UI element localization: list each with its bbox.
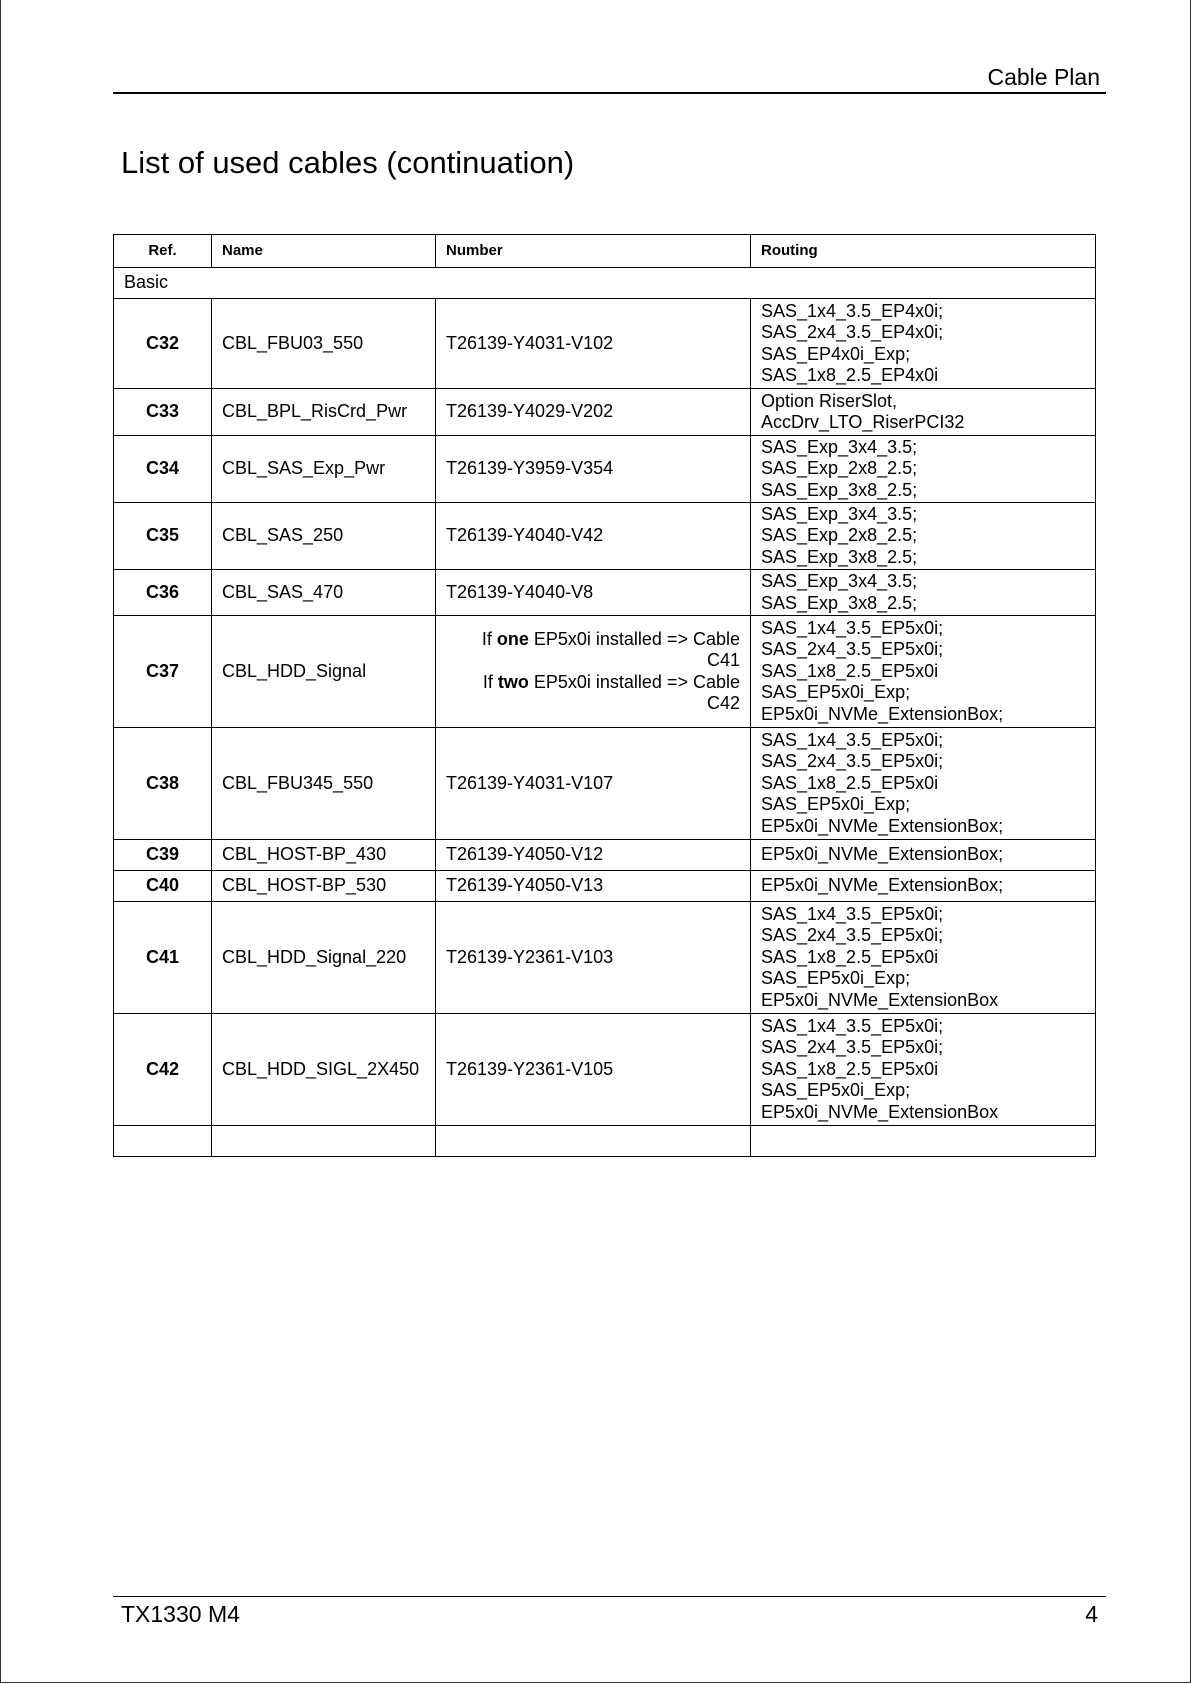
cell-number: T26139-Y2361-V103	[436, 902, 751, 1014]
cell-name: CBL_FBU345_550	[212, 728, 436, 840]
cell-ref: C38	[114, 728, 212, 840]
cell-number: T26139-Y4031-V102	[436, 299, 751, 389]
cell-number: T26139-Y4050-V12	[436, 840, 751, 871]
cell-ref: C37	[114, 616, 212, 728]
cell-routing: SAS_1x4_3.5_EP5x0i; SAS_2x4_3.5_EP5x0i; SAS_1x8_2.5_EP5x0i SAS_EP5x0i_Exp; EP5x0i_NVMe_ExtensionBox;	[751, 728, 1096, 840]
cell-name: CBL_HOST-BP_530	[212, 871, 436, 902]
cell-number-note	[436, 616, 751, 728]
cell-routing: Option RiserSlot, AccDrv_LTO_RiserPCI32	[751, 389, 1096, 436]
cell-routing: EP5x0i_NVMe_ExtensionBox;	[751, 871, 1096, 902]
cell-ref: C34	[114, 436, 212, 503]
table-row	[114, 840, 1096, 871]
section-label: Basic	[114, 268, 1096, 299]
table-row	[114, 1014, 1096, 1126]
cell-name: CBL_SAS_Exp_Pwr	[212, 436, 436, 503]
cell-routing: SAS_Exp_3x4_3.5; SAS_Exp_3x8_2.5;	[751, 570, 1096, 616]
cell-number: T26139-Y4029-V202	[436, 389, 751, 436]
table-row	[114, 299, 1096, 389]
table-row	[114, 871, 1096, 902]
table-row	[114, 436, 1096, 503]
cell-routing: SAS_1x4_3.5_EP5x0i; SAS_2x4_3.5_EP5x0i; SAS_1x8_2.5_EP5x0i SAS_EP5x0i_Exp; EP5x0i_NVMe_ExtensionBox	[751, 1014, 1096, 1126]
cell-ref: C32	[114, 299, 212, 389]
header-rule	[113, 92, 1106, 94]
cell-ref: C41	[114, 902, 212, 1014]
footer-model: TX1330 M4	[121, 1601, 240, 1627]
table-header-row	[114, 235, 1096, 268]
page-heading: List of used cables (continuation)	[121, 145, 575, 180]
cell-number: T26139-Y3959-V354	[436, 436, 751, 503]
footer-page-number: 4	[1085, 1601, 1098, 1627]
empty-cell	[436, 1126, 751, 1157]
cell-number: T26139-Y4031-V107	[436, 728, 751, 840]
note-line2-bold: two	[497, 671, 529, 692]
cell-routing: SAS_1x4_3.5_EP5x0i; SAS_2x4_3.5_EP5x0i; SAS_1x8_2.5_EP5x0i SAS_EP5x0i_Exp; EP5x0i_NVMe_ExtensionBox	[751, 902, 1096, 1014]
table-row	[114, 389, 1096, 436]
cell-routing: EP5x0i_NVMe_ExtensionBox;	[751, 840, 1096, 871]
note-line1-pre: If	[481, 628, 497, 649]
cell-name: CBL_HDD_Signal_220	[212, 902, 436, 1014]
cell-name: CBL_HDD_Signal	[212, 616, 436, 728]
cell-number: T26139-Y4050-V13	[436, 871, 751, 902]
note-line2-post: EP5x0i installed => Cable C42	[528, 671, 740, 713]
table-row	[114, 728, 1096, 840]
cell-ref: C36	[114, 570, 212, 616]
section-row	[114, 268, 1096, 299]
table-row	[114, 570, 1096, 616]
empty-row	[114, 1126, 1096, 1157]
empty-cell	[212, 1126, 436, 1157]
cell-name: CBL_FBU03_550	[212, 299, 436, 389]
footer-rule	[113, 1596, 1106, 1597]
note-line2-pre: If	[482, 671, 498, 692]
empty-cell	[751, 1126, 1096, 1157]
cell-ref: C42	[114, 1014, 212, 1126]
cell-name: CBL_SAS_470	[212, 570, 436, 616]
table-row	[114, 902, 1096, 1014]
cell-name: CBL_HDD_SIGL_2X450	[212, 1014, 436, 1126]
column-header-ref: Ref.	[114, 235, 212, 268]
note-line1-bold: one	[496, 628, 529, 649]
column-header-name: Name	[212, 235, 436, 268]
cell-routing: SAS_Exp_3x4_3.5; SAS_Exp_2x8_2.5; SAS_Exp_3x8_2.5;	[751, 503, 1096, 570]
cell-ref: C33	[114, 389, 212, 436]
cell-number: T26139-Y4040-V8	[436, 570, 751, 616]
column-header-routing: Routing	[751, 235, 1096, 268]
empty-cell	[114, 1126, 212, 1157]
cell-routing: SAS_Exp_3x4_3.5; SAS_Exp_2x8_2.5; SAS_Exp_3x8_2.5;	[751, 436, 1096, 503]
header-title: Cable Plan	[987, 64, 1100, 90]
note-line1-post: EP5x0i installed => Cable C41	[528, 628, 740, 670]
column-header-number: Number	[436, 235, 751, 268]
table-row	[114, 503, 1096, 570]
table-row	[114, 616, 1096, 728]
cell-number: T26139-Y2361-V105	[436, 1014, 751, 1126]
cell-name: CBL_BPL_RisCrd_Pwr	[212, 389, 436, 436]
cell-ref: C40	[114, 871, 212, 902]
cell-name: CBL_SAS_250	[212, 503, 436, 570]
cell-ref: C35	[114, 503, 212, 570]
cell-ref: C39	[114, 840, 212, 871]
cell-routing: SAS_1x4_3.5_EP5x0i; SAS_2x4_3.5_EP5x0i; SAS_1x8_2.5_EP5x0i SAS_EP5x0i_Exp; EP5x0i_NVMe_ExtensionBox;	[751, 616, 1096, 728]
cell-number: T26139-Y4040-V42	[436, 503, 751, 570]
cell-routing: SAS_1x4_3.5_EP4x0i; SAS_2x4_3.5_EP4x0i; SAS_EP4x0i_Exp; SAS_1x8_2.5_EP4x0i	[751, 299, 1096, 389]
cables-table	[113, 234, 1096, 1157]
cell-name: CBL_HOST-BP_430	[212, 840, 436, 871]
